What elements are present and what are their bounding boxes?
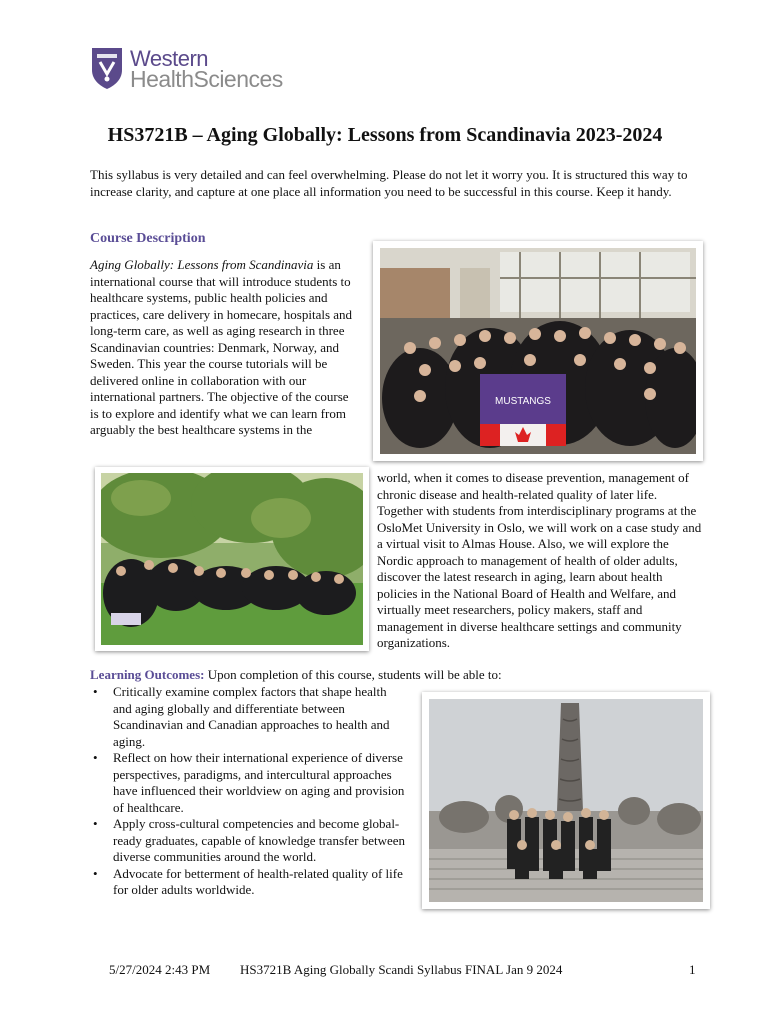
learning-outcomes-lead: Upon completion of this course, students will be able to: bbox=[204, 667, 502, 682]
course-description-part2: world, when it comes to disease prevention, management of chronic disease and health-related quality of later life. Together with students from interdisciplinary programs at the OsloMet University in Oslo, we will work on a case study and a virtual visit to Almas House. Also, we will explore the Nordic approach to management of health of older adults, discover the latest research in aging, learn about health policies in the National Board of Health and Welfare, and virtually meet researchers, policy makers, staff and management in diverse healthcare settings and community organizations. bbox=[377, 470, 702, 650]
footer-filename: HS3721B Aging Globally Scandi Syllabus FINAL Jan 9 2024 bbox=[240, 962, 563, 977]
learning-outcomes-intro bbox=[90, 667, 530, 684]
course-title-italic: Aging Globally: Lessons from Scandinavia bbox=[90, 257, 314, 272]
list-item: • Advocate for betterment of health-related quality of life for older adults worldwide. bbox=[90, 866, 405, 899]
intro-paragraph: This syllabus is very detailed and can feel overwhelming. Please do not let it worry you. It is structured this way to increase clarity, and capture at one place all information you need to be successful in this course. Keep it handy. bbox=[90, 167, 688, 199]
logo-wordmark bbox=[130, 48, 283, 90]
group-photo-monolith bbox=[422, 692, 710, 909]
footer-datetime: 5/27/2024 2:43 PM bbox=[109, 962, 211, 977]
list-item: • Reflect on how their international experience of diverse perspectives, paradigms, and intercultural approaches have influenced their worldview on aging and provision of healthcare. bbox=[90, 750, 405, 816]
learning-outcomes-list bbox=[90, 684, 405, 899]
learning-outcomes-heading: Learning Outcomes: bbox=[90, 667, 205, 682]
logo-line1: Western bbox=[130, 46, 209, 71]
list-item: • Critically examine complex factors that shape health and aging globally and differentiate between Scandinavian and Canadian approaches to health and aging. bbox=[90, 684, 405, 750]
western-crest-icon bbox=[90, 46, 124, 90]
page-number: 1 bbox=[689, 962, 696, 977]
western-logo bbox=[90, 46, 124, 95]
logo-line2: HealthSciences bbox=[130, 66, 283, 92]
course-description-part1 bbox=[90, 257, 355, 439]
page-title: HS3721B – Aging Globally: Lessons from Scandinavia 2023-2024 bbox=[107, 124, 663, 146]
course-description-text1: is an international course that will introduce students to healthcare systems, public health policies and practices, care delivery in homecare, hospitals and long-term care, as well as aging research in three Scandinavian countries: Denmark, Norway, and Sweden. This year the course tutorials will be delivered online in collaboration with our international partners. The objective of the course is to explore and identify what we can learn from arguably the best healthcare systems in the bbox=[90, 257, 353, 437]
flag-banner-text: MUSTANGS bbox=[495, 396, 551, 407]
list-item: • Apply cross-cultural competencies and become global-ready graduates, capable of knowledge transfer between diverse communities around the world. bbox=[90, 816, 405, 866]
course-description-heading: Course Description bbox=[90, 231, 206, 246]
group-photo-park bbox=[95, 467, 369, 651]
group-photo-atrium bbox=[373, 241, 703, 461]
